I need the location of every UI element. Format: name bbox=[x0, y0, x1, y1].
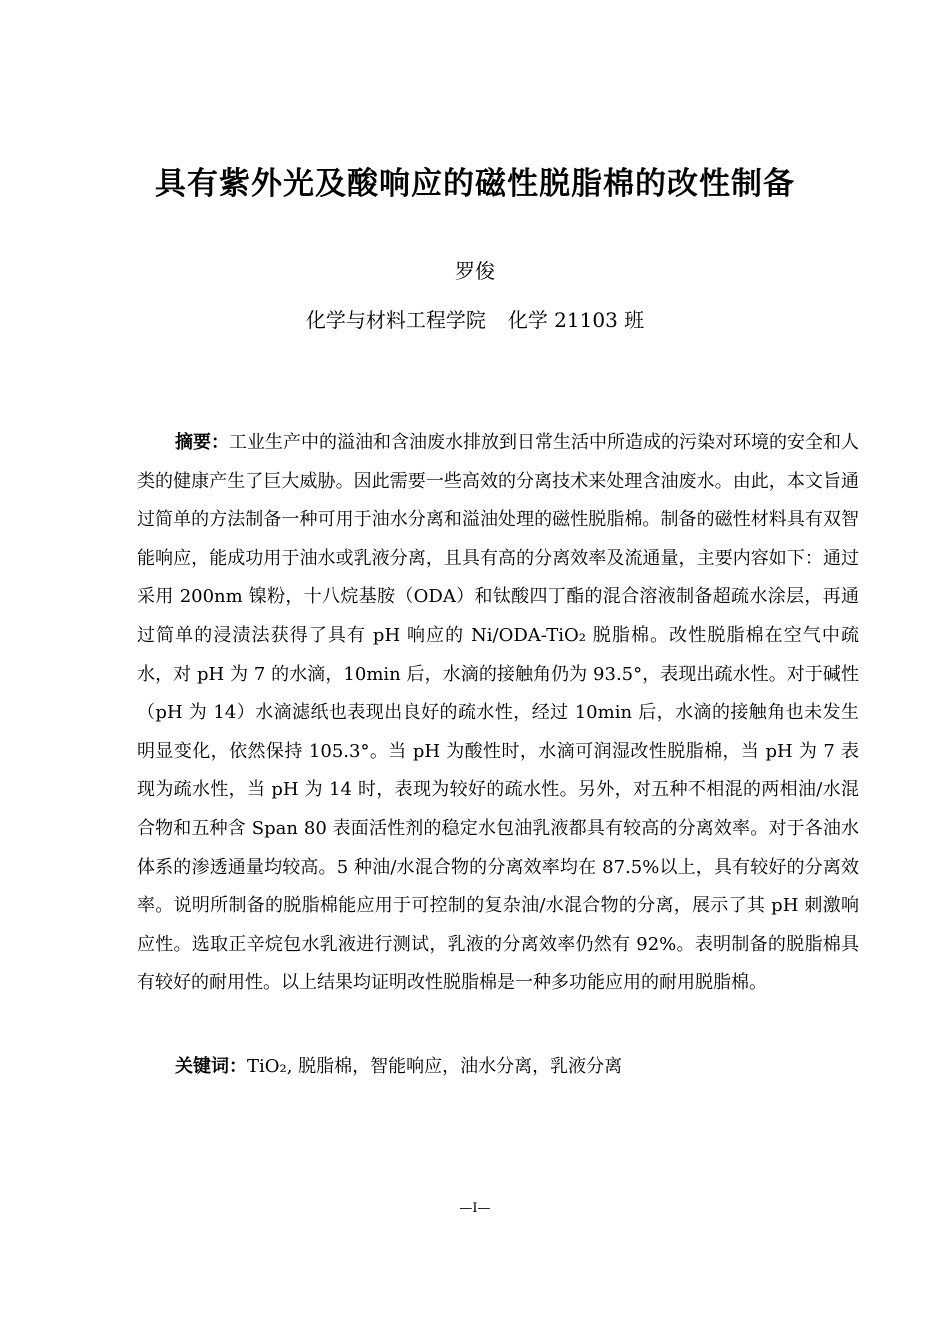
page-number: —I— bbox=[459, 1201, 491, 1216]
page-title: 具有紫外光及酸响应的磁性脱脂棉的改性制备 bbox=[155, 166, 795, 202]
school-name: 化学与材料工程学院 bbox=[305, 308, 486, 332]
class-name: 化学 21103 班 bbox=[507, 308, 645, 332]
keywords-label: 关键词： bbox=[175, 1056, 247, 1077]
abstract-paragraph bbox=[137, 424, 859, 1003]
keywords-line bbox=[175, 1048, 859, 1086]
affiliation bbox=[0, 306, 950, 334]
abstract-text: 工业生产中的溢油和含油废水排放到日常生活中所造成的污染对环境的安全和人类的健康产生了巨大威胁。因此需要一些高效的分离技术来处理含油废水。由此，本文旨通过简单的方法制备一种可用于油水分离和溢油处理的磁性脱脂棉。制备的磁性材料具有双智能响应，能成功用于油水或乳液分离，且具有高的分离效率及流通量，主要内容如下：通过采用 200nm 镍粉，十八烷基胺（ODA）和钛酸四丁酯的混合溶液制备超疏水涂层，再通过简单的浸渍法获得了具有 pH 响应的 Ni/ODA-TiO₂ 脱脂棉。改性脱脂棉在空气中疏水，对 pH 为 7 的水滴，10min 后，水滴的接触角仍为 93.5°，表现出疏水性。对于碱性（pH 为 14）水滴滤纸也表现出良好的疏水性，经过 10min 后，水滴的接触角也未发生明显变化，依然保持 105.3°。当 pH 为酸性时，水滴可润湿改性脱脂棉，当 pH 为 7 表现为疏水性，当 pH 为 14 时，表现为较好的疏水性。另外，对五种不相混的两相油/水混合物和五种含 Span 80 表面活性剂的稳定水包油乳液都具有较高的分离效率。对于各油水体系的渗透通量均较高。5 种油/水混合物的分离效率均在 87.5%以上，具有较好的分离效率。说明所制备的脱脂棉能应用于可控制的复杂油/水混合物的分离，展示了其 pH 刺激响应性。选取正辛烷包水乳液进行测试，乳液的分离效率仍然有 92%。表明制备的脱脂棉具有较好的耐用性。以上结果均证明改性脱脂棉是一种多功能应用的耐用脱脂棉。 bbox=[137, 432, 859, 994]
keywords-text: TiO₂, 脱脂棉，智能响应，油水分离，乳液分离 bbox=[247, 1056, 623, 1077]
abstract-label: 摘要： bbox=[175, 432, 229, 453]
author-name: 罗俊 bbox=[455, 259, 495, 283]
